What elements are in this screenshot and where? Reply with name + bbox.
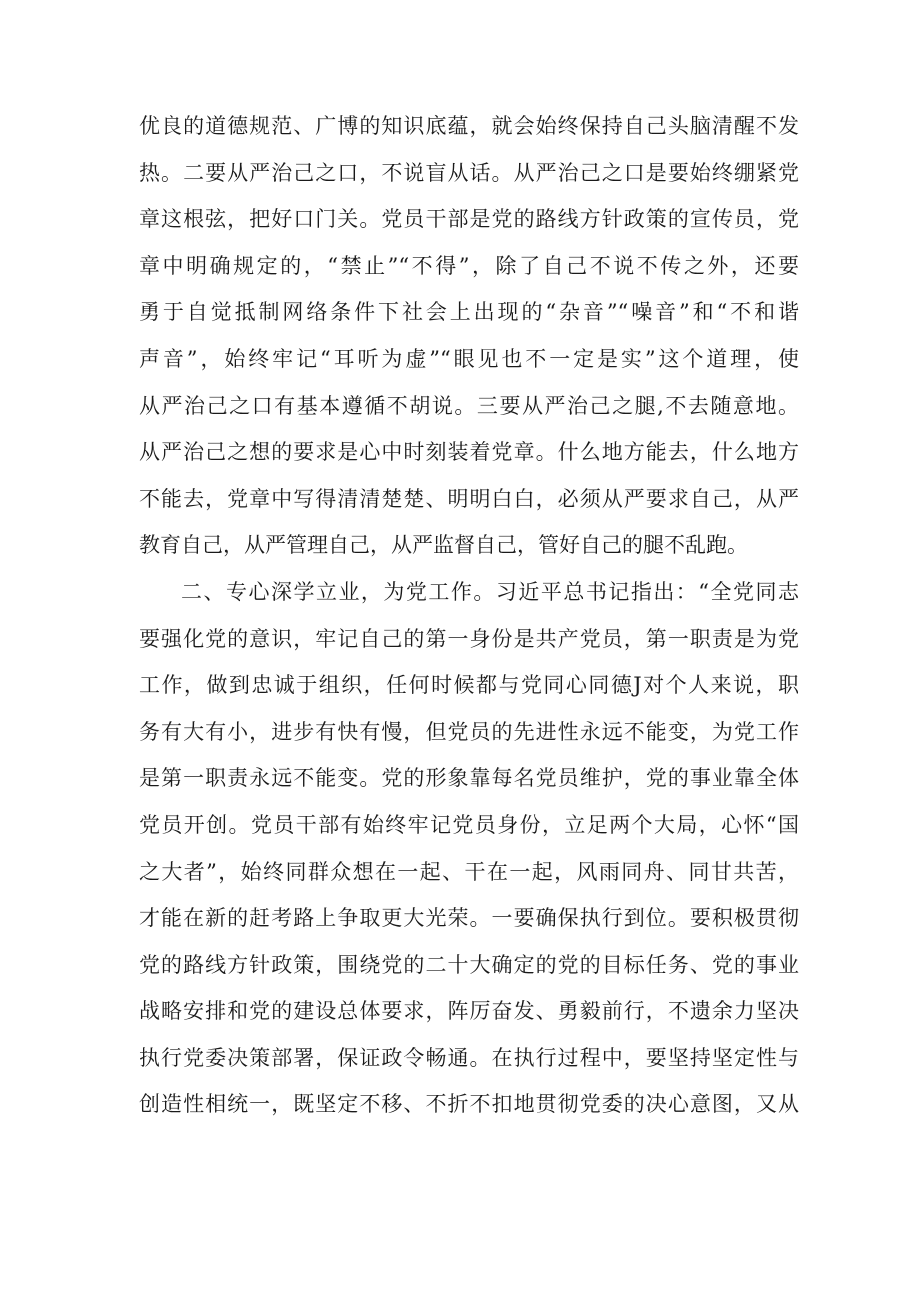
body-text	[139, 103, 799, 1128]
text-line: 热。二要从严治己之口，不说盲从话。从严治己之口是要始终绷紧党	[139, 160, 799, 185]
text-line: 要强化党的意识，牢记自己的第一身份是共产党员，第一职责是为党	[139, 626, 799, 651]
text-line: 不能去，党章中写得清清楚楚、明明白白，必须从严要求自己，从严	[139, 486, 799, 511]
text-line: 创造性相统一，既坚定不移、不折不扣地贯彻党委的决心意图，又从	[139, 1092, 799, 1117]
text-line: 之大者”，始终同群众想在一起、干在一起，风雨同舟、同甘共苦，	[139, 859, 799, 884]
text-line: 优良的道德规范、广博的知识底蕴，就会始终保持自己头脑清醒不发	[139, 114, 799, 138]
text-line: 从严治己之口有基本遵循不胡说。三要从严治己之腿,不去随意地。	[139, 393, 799, 418]
text-line: 教育自己，从严管理自己，从严监督自己，管好自己的腿不乱跑。	[139, 533, 748, 558]
text-line: 章中明确规定的，“禁止”“不得”，除了自己不说不传之外，还要	[139, 253, 799, 278]
text-line: 章这根弦，把好口门关。党员干部是党的路线方针政策的宣传员，党	[139, 207, 799, 232]
text-line: 才能在新的赶考路上争取更大光荣。一要确保执行到位。要积极贯彻	[139, 906, 799, 931]
text-line: 党员开创。党员干部有始终牢记党员身份，立足两个大局，心怀“国	[139, 812, 799, 837]
text-line: 勇于自觉抵制网络条件下社会上出现的“杂音”“噪音”和“不和谐	[139, 300, 799, 325]
text-line: 声音”，始终牢记“耳听为虚”“眼见也不一定是实”这个道理，使	[139, 346, 799, 371]
text-line: 党的路线方针政策，围绕党的二十大确定的党的目标任务、党的事业	[139, 952, 799, 977]
text-line: 战略安排和党的建设总体要求，阵厉奋发、勇毅前行，不遗余力坚决	[139, 999, 799, 1024]
text-line: 是第一职责永远不能变。党的形象靠每名党员维护，党的事业靠全体	[139, 766, 799, 791]
text-line: 工作，做到忠诚于组织，任何时候都与党同心同德J对个人来说，职	[139, 673, 799, 698]
section-heading-line: 二、专心深学立业，为党工作。习近平总书记指出：“全党同志	[181, 579, 799, 604]
text-line: 执行党委决策部署，保证政令畅通。在执行过程中，要坚持坚定性与	[139, 1045, 799, 1070]
text-line: 从严治己之想的要求是心中时刻装着党章。什么地方能去，什么地方	[139, 440, 799, 465]
text-line: 务有大有小，进步有快有慢，但党员的先进性永远不能变，为党工作	[139, 719, 799, 744]
